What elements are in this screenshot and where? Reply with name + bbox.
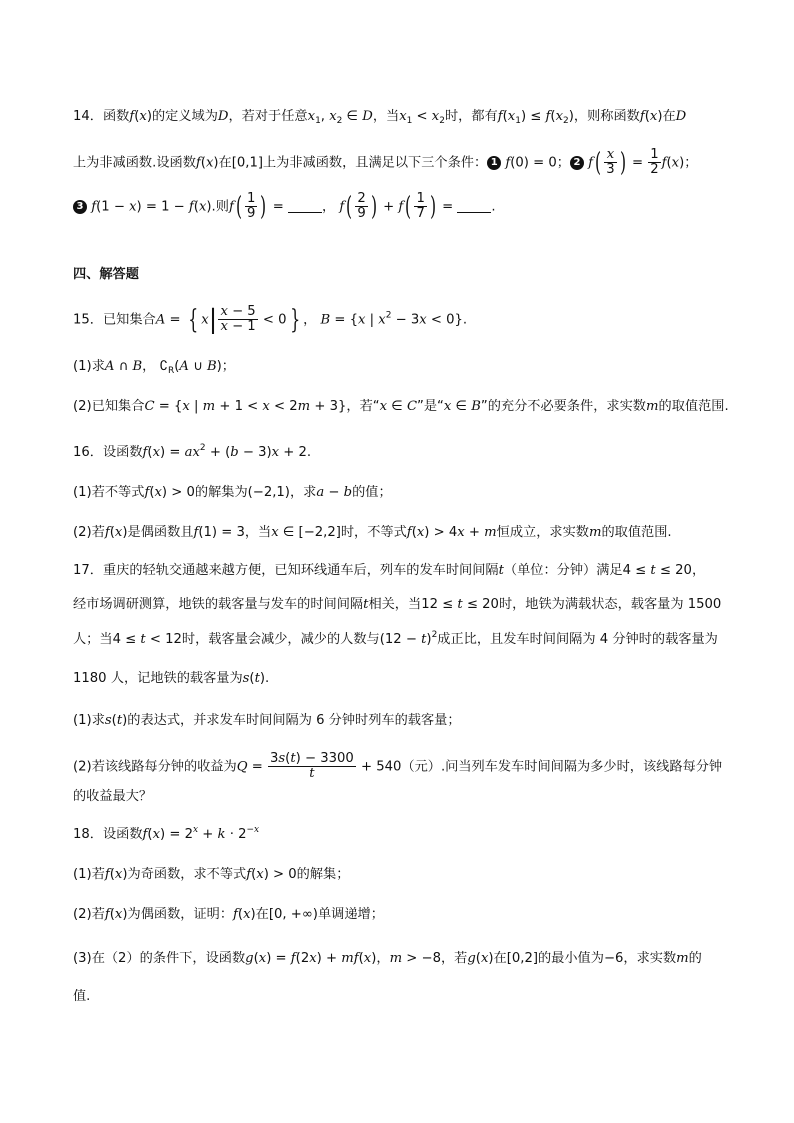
q14-text: ，则称函数 [573,109,640,124]
q16-text: 若不等式 [91,485,145,500]
q17-line2: 经市场调研测算，地铁的载客量与发车的时间间隔t相关，当12 ≤ t ≤ 20时，地铁为满载状态，载客量为 1500 [73,597,722,612]
q15-text: 已知集合 [102,312,156,328]
q14-text: ， [321,199,336,215]
q17-text: 重庆的轻轨交通越来越方便，已知环线通车后，列车的发车时间间隔 [102,563,499,578]
section-heading: 四、解答题 [73,267,139,282]
q18-text: ，若 [440,951,468,966]
q18-part1: (1)若f(x)为奇函数，求不等式f(x) > 0的解集； [73,867,350,882]
q18-number: 18． [73,827,103,842]
q14-number: 14． [73,109,103,124]
q18-text: 的 [688,951,702,966]
q16-text: ，当 [244,525,272,540]
q14-text: ，当 [372,109,400,124]
q18-part1-label: (1) [73,867,92,882]
q14-text: 在 [662,109,676,124]
answer-blank[interactable] [288,200,322,213]
q17-line3: 人；当4 ≤ t < 12时，载客量会减少，减少的人数与$(12 - t)^2$成正比，且发车时间间隔为 4 分钟时的载客量为 [73,630,718,647]
q15-text: 已知集合 [91,399,145,414]
q16-text: 时，不等式 [340,525,407,540]
q14-text: 函数 [102,109,130,124]
q18-text: 在 [493,951,507,966]
q18-text: ，求实数 [623,951,677,966]
q18-text: 的最小值为 [538,951,604,966]
q14-text: ，若对于任意 [228,109,308,124]
q16-part2-label: (2) [73,525,92,540]
q18-stem: 18．设函数$f(x) = 2^x + k \cdot 2^{-x}$ [73,825,260,842]
circled-two-icon: 2 [570,156,584,170]
q17-part2-line2: 的收益最大？ [73,789,153,804]
q17-line1: 17．重庆的轻轨交通越来越方便，已知环线通车后，列车的发车时间间隔t（单位：分钟）满足4 ≤ t ≤ 20， [73,563,706,578]
q14-text: 时，都有 [444,109,498,124]
q15-part2-label: (2) [73,399,92,414]
q18-text: 设函数 [102,827,143,842]
q18-text: 若 [91,867,105,882]
q17-text: 经市场调研测算，地铁的载客量与发车的时间间隔 [73,597,364,612]
q16-text: ，求 [289,485,317,500]
q17-text: 求 [91,713,105,728]
answer-blank[interactable] [457,200,491,213]
q17-part2: (2)若该线路每分钟的收益为Q = $\frac{3s(t) - 3300}{t}$ + 540（元）.问当列车发车时间间隔为多少时，该线路每分钟 [73,751,723,781]
q16-text: 的值； [352,485,392,500]
q14-text: . [491,199,496,215]
q18-text: 为偶函数，证明： [127,907,234,922]
q15-stem: 15．已知集合A = { x| $\frac{x - 5}{x - 1}$ < 0 } ， B = {x | $x^2 - 3x < 0$}. [73,304,468,335]
q17-line4: 1180 人，记地铁的载客量为s(t). [73,671,270,686]
q14-text: 的定义域为 [151,109,218,124]
q14-text: 上为非减函数.设函数 [73,155,196,171]
q15-text: 求 [91,359,105,374]
q17-text: 人；当 [73,632,113,647]
q18-part3: (3)在（2）的条件下，设函数g(x) = f(2x) + mf(x)，m > −8，若g(x)在[0,2]的最小值为−6，求实数m的 [73,951,702,966]
q18-text: 的解集； [296,867,350,882]
q15-text: ”的充分不必要条件，求实数 [480,399,646,414]
q15-number: 15． [73,312,103,328]
q18-text: 在（2）的条件下，设函数 [91,951,246,966]
q15-text: 的取值范围. [658,399,729,414]
q15-part1: (1)求A ∩ B， $∁_R(A$ ∪ B)； [73,359,235,376]
q16-text: 设函数 [102,445,143,460]
q17-text: 时，载客量会减少，减少的人数与 [181,632,380,647]
q18-part3-line2: 值. [73,989,91,1004]
q16-stem: 16．设函数$f(x) = ax^2 + (b - 3)x + 2$. [73,443,312,460]
q18-part2-label: (2) [73,907,92,922]
q16-text: 是偶函数且 [127,525,194,540]
q17-text: 相关，当 [368,597,422,612]
q16-part2: (2)若f(x)是偶函数且f(1) = 3，当x ∈ [−2,2]时，不等式f(x) > 4x + m恒成立，求实数m的取值范围. [73,525,672,540]
q18-text: 若 [91,907,105,922]
q14-line3: 3 f(1 − x) = 1 − f(x).则f( $\frac{1}{9}$ ) = ， f( $\frac{2}{9}$ ) + f( $\frac{1}{7}$ ) = . [73,192,733,221]
q14-line1: 14．函数f(x)的定义域为D，若对于任意$x_1$, $x_2$ ∈ D，当$x_1 < x_2$时，都有$f(x_1) \le f(x_2)$，则称函数f(x)在D [73,109,687,126]
q17-part2-label: (2) [73,759,92,775]
q17-text: （元）.问当列车发车时间间隔为多少时，该线路每分钟 [401,759,723,775]
q15-text: ”是“ [417,399,444,414]
q16-number: 16． [73,445,103,460]
q16-text: 的解集为 [194,485,248,500]
q17-text: 1180 人，记地铁的载客量为 [73,671,243,686]
circled-one-icon: 1 [487,156,501,170]
q16-part1-label: (1) [73,485,92,500]
q17-text: 的表达式，并求发车时间间隔为 6 分钟时列车的载客量； [127,713,461,728]
q18-part2: (2)若f(x)为偶函数，证明：f(x)在[0, +∞)单调递增； [73,907,384,922]
q18-text: ， [376,951,390,966]
q17-part1-label: (1) [73,713,92,728]
q17-text: （单位：分钟）满足 [503,563,623,578]
q17-number: 17． [73,563,103,578]
q16-text: 恒成立，求实数 [496,525,589,540]
q15-part1-label: (1) [73,359,92,374]
q15-part2: (2)已知集合C = {x | m + 1 < x < 2m + 3}，若“x ∈ C”是“x ∈ B”的充分不必要条件，求实数m的取值范围. [73,399,729,414]
q18-text: 单调递增； [317,907,384,922]
circled-three-icon: 3 [73,200,87,214]
q15-text: ，若“ [346,399,380,414]
q16-part1: (1)若不等式f(x) > 0的解集为(−2,1)，求a − b的值； [73,485,392,500]
q17-text: 成正比，且发车时间间隔为 4 分钟时的载客量为 [437,632,718,647]
q18-part3-label: (3) [73,951,92,966]
q14-text: .则 [211,199,229,215]
q17-text: 若该线路每分钟的收益为 [91,759,237,775]
q18-text: 在 [255,907,269,922]
q14-line2: 上为非减函数.设函数f(x)在[0,1]上为非减函数，且满足以下三个条件： 1 f(0) = 0； 2 f( $\frac{x}{3}$ ) = $\frac{1}{2}$ f(x)； [73,147,698,178]
q14-text: 上为非减函数，且满足以下三个条件： [262,155,488,171]
q18-text: 为奇函数，求不等式 [127,867,247,882]
q17-text: 时，地铁为满载状态，载客量为 1500 [498,597,722,612]
q16-text: 若 [91,525,105,540]
q17-part1: (1)求s(t)的表达式，并求发车时间间隔为 6 分钟时列车的载客量； [73,713,461,728]
q15-text: ， [303,312,317,328]
q15-text: ， [142,359,156,374]
q16-text: 的取值范围. [601,525,672,540]
q14-text: 在 [218,155,232,171]
